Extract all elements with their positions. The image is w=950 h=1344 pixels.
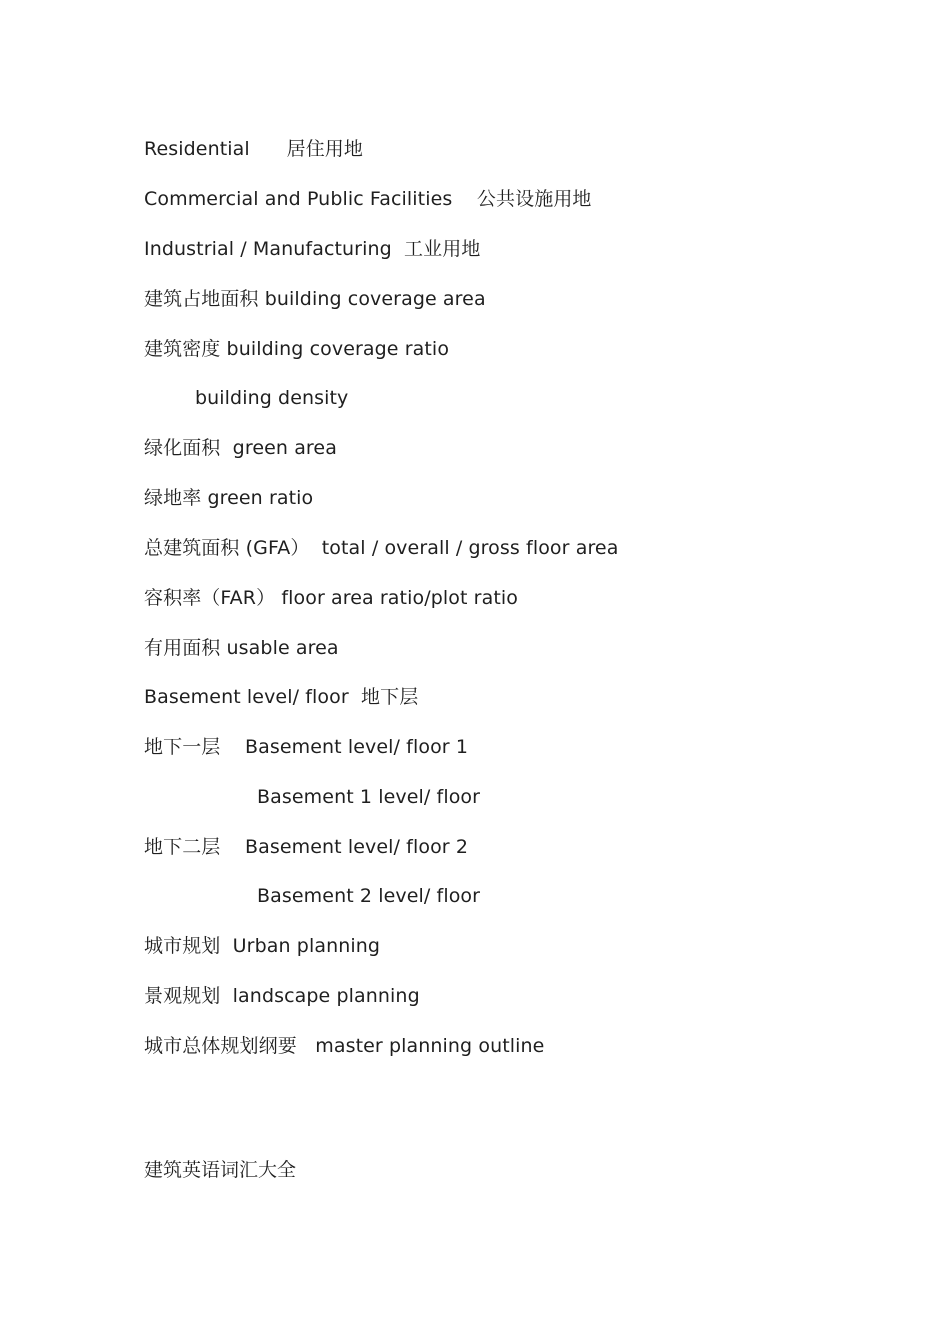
term-line-building-coverage-area: 建筑占地面积 building coverage area xyxy=(144,288,486,310)
term-line-green-ratio: 绿地率 green ratio xyxy=(144,487,314,509)
term-line-industrial: Industrial / Manufacturing 工业用地 xyxy=(144,238,481,260)
term-line-basement-floor-1: 地下一层 Basement level/ floor 1 xyxy=(144,736,469,758)
term-line-building-density: building density xyxy=(195,387,349,409)
term-line-building-coverage-ratio: 建筑密度 building coverage ratio xyxy=(144,338,450,360)
term-line-basement-level: Basement level/ floor 地下层 xyxy=(144,686,419,708)
term-line-gross-floor-area: 总建筑面积 (GFA） total / overall / gross floor area xyxy=(144,537,619,559)
term-line-green-area: 绿化面积 green area xyxy=(144,437,337,459)
term-line-urban-planning: 城市规划 Urban planning xyxy=(144,935,381,957)
term-line-residential: Residential 居住用地 xyxy=(144,138,363,160)
term-line-basement-2-level: Basement 2 level/ floor xyxy=(257,885,481,907)
term-line-landscape-planning: 景观规划 landscape planning xyxy=(144,985,420,1007)
term-line-basement-1-level: Basement 1 level/ floor xyxy=(257,786,481,808)
term-line-usable-area: 有用面积 usable area xyxy=(144,637,339,659)
term-line-commercial: Commercial and Public Facilities 公共设施用地 xyxy=(144,188,592,210)
term-line-basement-floor-2: 地下二层 Basement level/ floor 2 xyxy=(144,836,469,858)
term-line-floor-area-ratio: 容积率（FAR） floor area ratio/plot ratio xyxy=(144,587,518,609)
term-line-master-planning-outline: 城市总体规划纲要 master planning outline xyxy=(144,1035,545,1057)
section-heading: 建筑英语词汇大全 xyxy=(144,1159,297,1181)
